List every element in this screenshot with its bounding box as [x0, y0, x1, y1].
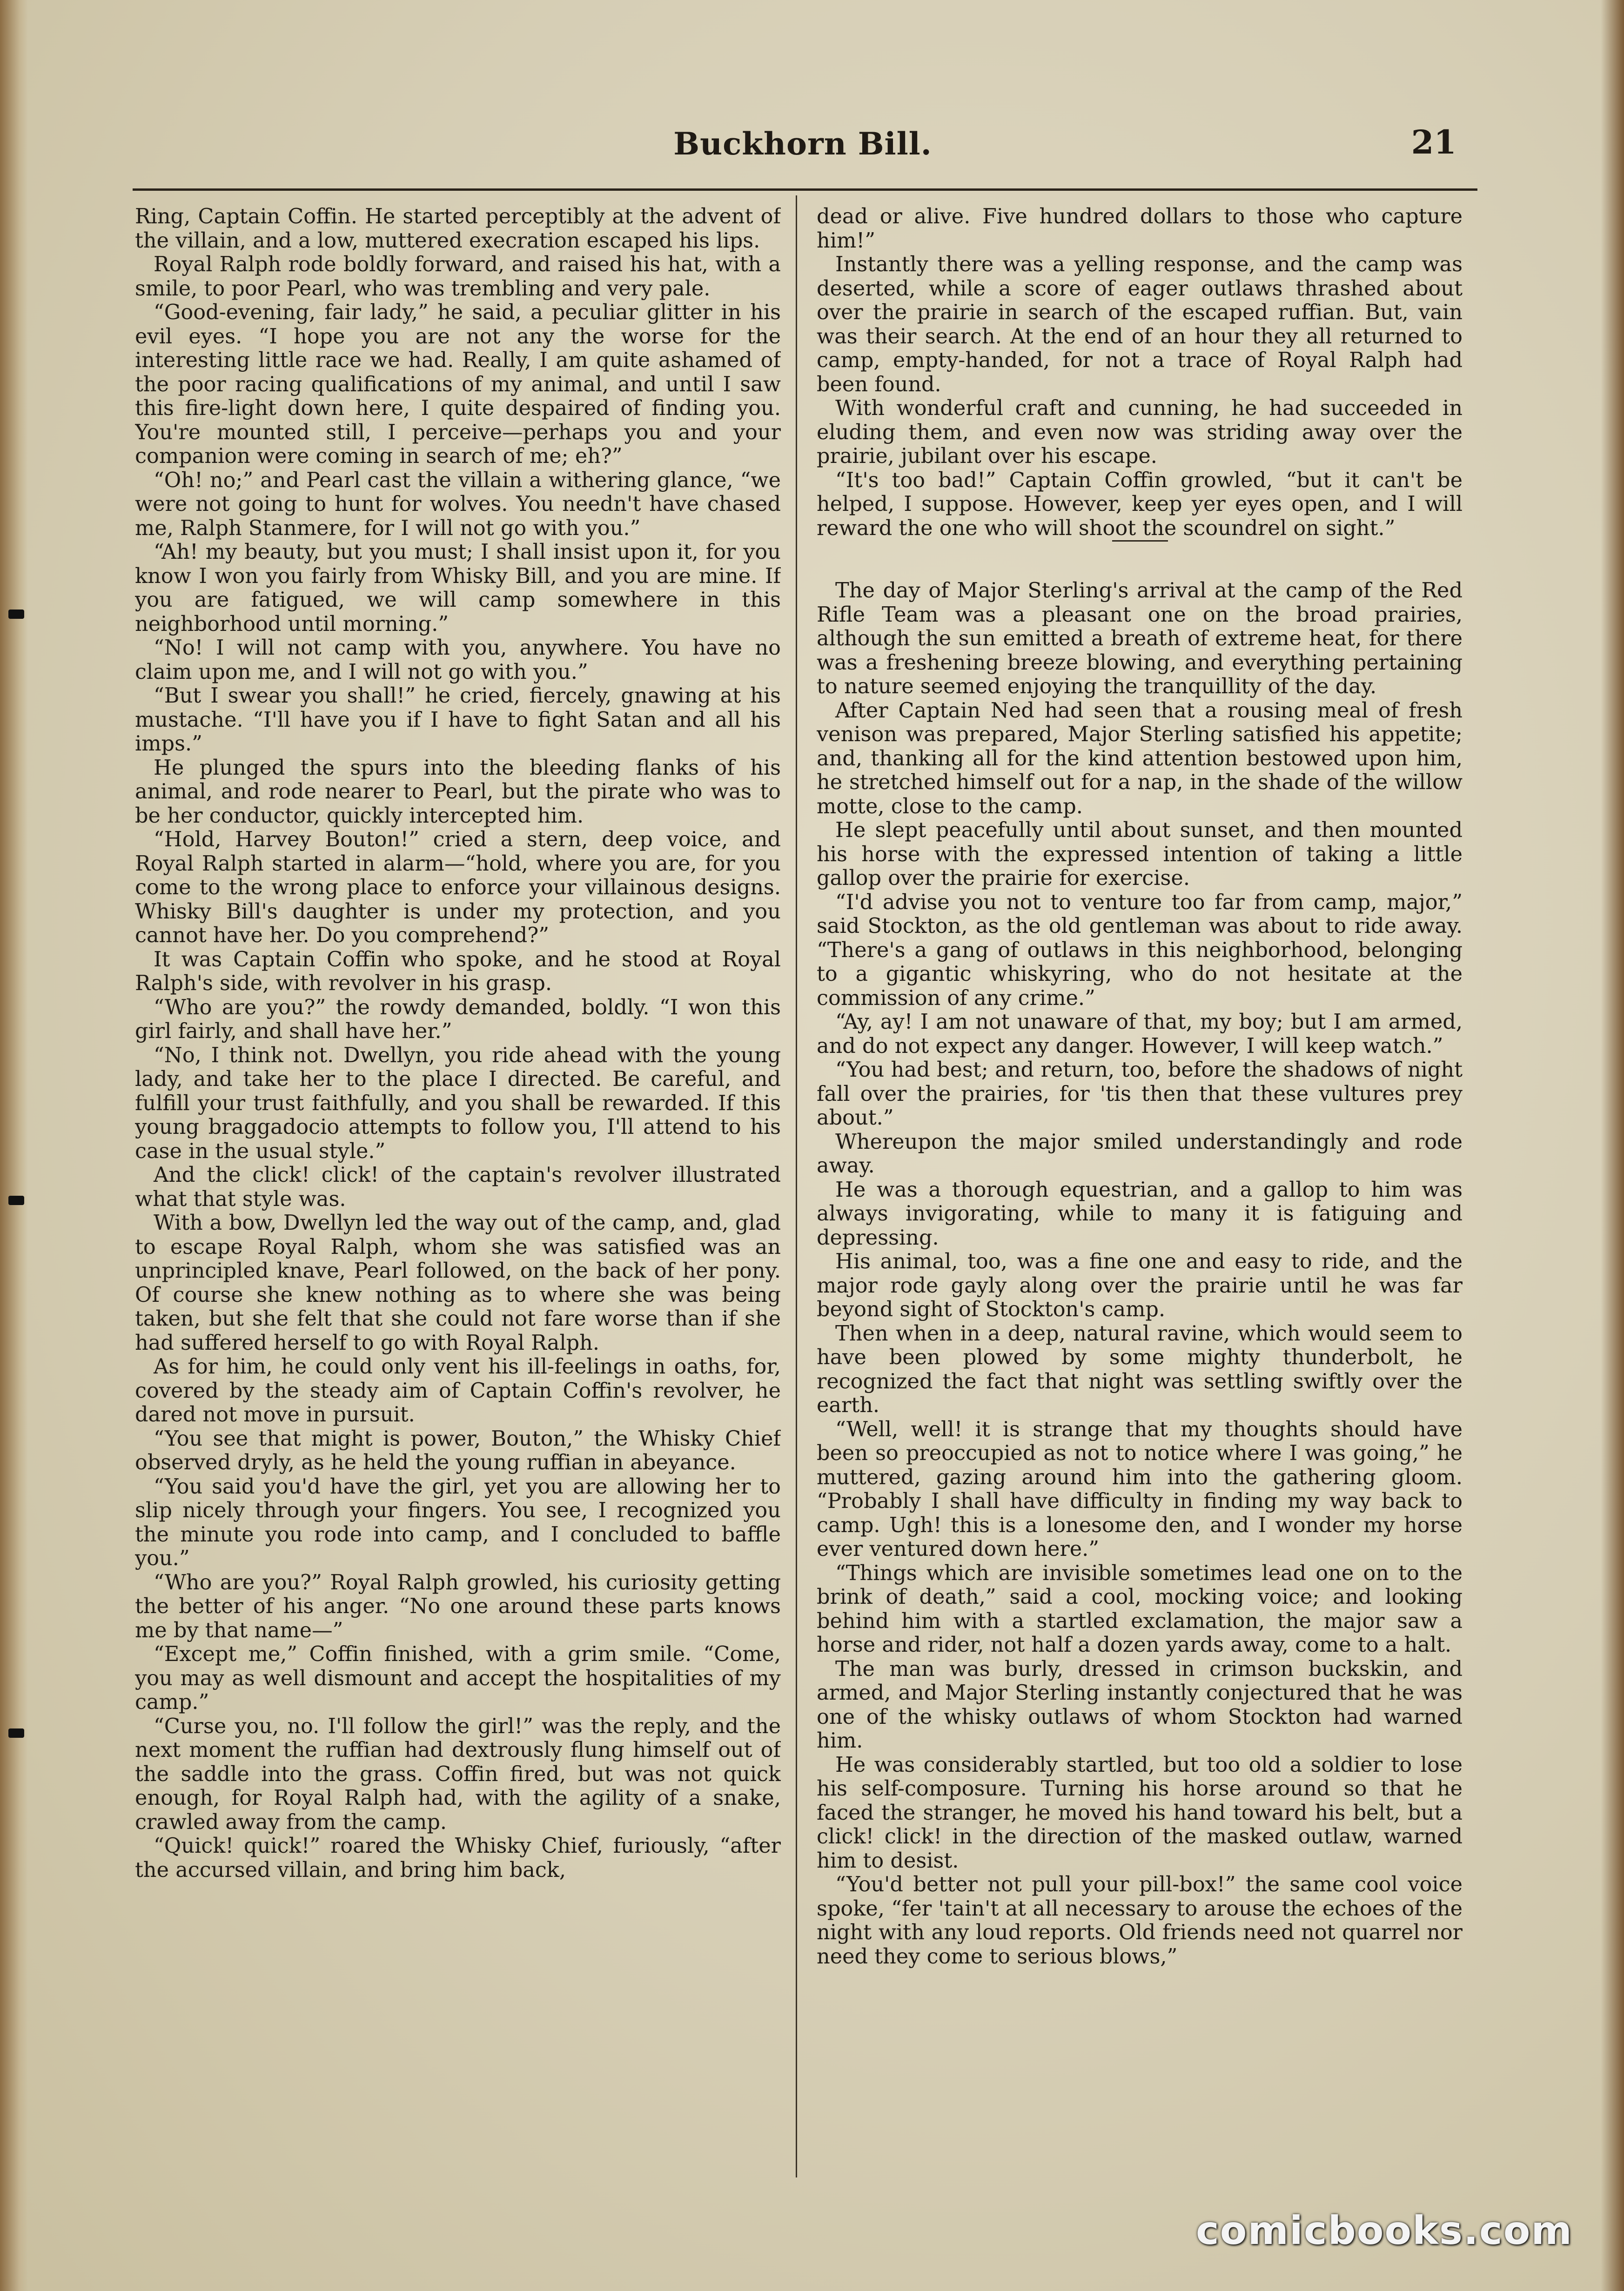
paragraph: Whereupon the major smiled understandingly and rode away. [817, 1129, 1463, 1178]
paragraph: dead or alive. Five hundred dollars to those who capture him!” [817, 205, 1463, 253]
paragraph: Ring, Captain Coffin. He started perceptibly at the advent of the villain, and a low, muttered execration escaped his lips. [135, 205, 781, 253]
left-text-column [135, 205, 781, 2173]
paragraph: “Hold, Harvey Bouton!” cried a stern, deep voice, and Royal Ralph started in alarm—“hold, where you are, for you come to the wrong place to enforce your villainous designs. Whisky Bill's daughter is under my protection, and you cannot have her. Do you comprehend?” [135, 827, 781, 947]
paragraph: His animal, too, was a fine one and easy to ride, and the major rode gayly along over the prairie until he was far beyond sight of Stockton's camp. [817, 1249, 1463, 1321]
paragraph: The day of Major Sterling's arrival at the camp of the Red Rifle Team was a pleasant one on the broad prairies, although the sun emitted a breath of extreme heat, for there was a freshening breeze blowing, and everything pertaining to nature seemed enjoying the tranquillity of the day. [817, 578, 1463, 698]
paragraph: “No! I will not camp with you, anywhere. You have no claim upon me, and I will not go with you.” [135, 636, 781, 684]
paragraph: “Oh! no;” and Pearl cast the villain a withering glance, “we were not going to hunt for wolves. You needn't have chased me, Ralph Stanmere, for I will not go with you.” [135, 468, 781, 540]
page-header [130, 116, 1475, 172]
page-binding-edge [0, 0, 28, 2291]
paragraph: “You said you'd have the girl, yet you are allowing her to slip nicely through your fingers. You see, I recognized you the minute you rode into camp, and I concluded to baffle you.” [135, 1474, 781, 1570]
column-divider [796, 195, 797, 2177]
paragraph: “Good-evening, fair lady,” he said, a peculiar glitter in his evil eyes. “I hope you are not any the worse for the interesting little race we had. Really, I am quite ashamed of the poor racing qualifications of my animal, and until I saw this fire-light down here, I quite despaired of finding you. You're mounted still, I perceive—perhaps you and your companion were coming in search of me; eh?” [135, 300, 781, 468]
page-number: 21 [1411, 123, 1456, 161]
paragraph: “You see that might is power, Bouton,” the Whisky Chief observed dryly, as he held the young ruffian in abeyance. [135, 1426, 781, 1474]
paragraph: “I'd advise you not to venture too far from camp, major,” said Stockton, as the old gentleman was about to ride away. “There's a gang of outlaws in this neighborhood, belonging to a gigantic whiskyring, who do not hesitate at the commission of any crime.” [817, 890, 1463, 1010]
paragraph: “Quick! quick!” roared the Whisky Chief, furiously, “after the accursed villain, and bring him back, [135, 1834, 781, 1882]
paragraph: With wonderful craft and cunning, he had succeeded in eluding them, and even now was striding away over the prairie, jubilant over his escape. [817, 396, 1463, 468]
paragraph: “You had best; and return, too, before the shadows of night fall over the prairies, for 'tis then that these vultures prey about.” [817, 1058, 1463, 1130]
paragraph: “It's too bad!” Captain Coffin growled, “but it can't be helped, I suppose. However, keep yer eyes open, and I will reward the one who will shoot the scoundrel on sight.” [817, 468, 1463, 540]
right-column-section-1 [817, 205, 1463, 540]
paragraph: Then when in a deep, natural ravine, which would seem to have been plowed by some mighty thunderbolt, he recognized the fact that night was settling swiftly over the earth. [817, 1321, 1463, 1417]
paragraph: “Curse you, no. I'll follow the girl!” was the reply, and the next moment the ruffian had dextrously flung himself out of the saddle into the grass. Coffin fired, but was not quick enough, for Royal Ralph had, with the agility of a snake, crawled away from the camp. [135, 1714, 781, 1834]
running-title: Buckhorn Bill. [673, 126, 932, 162]
binding-stitch-2 [8, 1196, 24, 1205]
paragraph: He was considerably startled, but too old a soldier to lose his self-composure. Turning his horse around so that he faced the stranger, he moved his hand toward his belt, but a click! click! in the direction of the masked outlaw, warned him to desist. [817, 1752, 1463, 1873]
paragraph: As for him, he could only vent his ill-feelings in oaths, for, covered by the steady aim of Captain Coffin's revolver, he dared not move in pursuit. [135, 1354, 781, 1427]
paragraph: And the click! click! of the captain's revolver illustrated what that style was. [135, 1163, 781, 1211]
binding-stitch-3 [8, 1728, 24, 1738]
paragraph: It was Captain Coffin who spoke, and he stood at Royal Ralph's side, with revolver in his grasp. [135, 947, 781, 995]
paragraph: The man was burly, dressed in crimson buckskin, and armed, and Major Sterling instantly conjectured that he was one of the whisky outlaws of whom Stockton had warned him. [817, 1656, 1463, 1753]
site-watermark: comicbooks.com [1196, 2208, 1573, 2253]
paragraph: Instantly there was a yelling response, and the camp was deserted, while a score of eager outlaws thrashed about over the prairie in search of the escaped ruffian. But, vain was their search. At the end of an hour they all returned to camp, empty-handed, for not a trace of Royal Ralph had been found. [817, 252, 1463, 396]
paragraph: “Ay, ay! I am not unaware of that, my boy; but I am armed, and do not expect any danger. However, I will keep watch.” [817, 1010, 1463, 1058]
right-column-section-2 [817, 579, 1463, 1969]
paragraph: Royal Ralph rode boldly forward, and raised his hat, with a smile, to poor Pearl, who was trembling and very pale. [135, 252, 781, 301]
paragraph: “Who are you?” the rowdy demanded, boldly. “I won this girl fairly, and shall have her.” [135, 995, 781, 1043]
paragraph: “No, I think not. Dwellyn, you ride ahead with the young lady, and take her to the place I directed. Be careful, and fulfill your trust faithfully, and you shall be rewarded. If this young braggadocio attempts to follow you, I'll attend to his case in the usual style.” [135, 1043, 781, 1163]
paragraph: “But I swear you shall!” he cried, fiercely, gnawing at his mustache. “I'll have you if I have to fight Satan and all his imps.” [135, 683, 781, 756]
page-right-edge [1601, 0, 1624, 2291]
paragraph: With a bow, Dwellyn led the way out of the camp, and, glad to escape Royal Ralph, whom she was satisfied was an unprincipled knave, Pearl followed, on the back of her pony. Of course she knew nothing as to where she was being taken, but she felt that she could not fare worse than if she had suffered herself to go with Royal Ralph. [135, 1211, 781, 1355]
scene-break-rule [1112, 540, 1168, 542]
paragraph: He plunged the spurs into the bleeding flanks of his animal, and rode nearer to Pearl, but the pirate who was to be her conductor, quickly intercepted him. [135, 755, 781, 828]
paragraph: “Except me,” Coffin finished, with a grim smile. “Come, you may as well dismount and accept the hospitalities of my camp.” [135, 1642, 781, 1714]
paragraph: He was a thorough equestrian, and a gallop to him was always invigorating, while to many it is fatiguing and depressing. [817, 1177, 1463, 1250]
paragraph: “Well, well! it is strange that my thoughts should have been so preoccupied as not to notice where I was going,” he muttered, gazing around him into the gathering gloom. “Probably I shall have difficulty in finding my way back to camp. Ugh! this is a lonesome den, and I wonder my horse ever ventured down here.” [817, 1417, 1463, 1561]
header-rule [133, 188, 1477, 191]
right-text-column [817, 205, 1463, 2173]
paragraph: “You'd better not pull your pill-box!” the same cool voice spoke, “fer 'tain't at all necessary to arouse the echoes of the night with any loud reports. Old friends need not quarrel nor need they come to serious blows,” [817, 1872, 1463, 1969]
paragraph: “Ah! my beauty, but you must; I shall insist upon it, for you know I won you fairly from Whisky Bill, and you are mine. If you are fatigued, we will camp somewhere in this neighborhood until morning.” [135, 540, 781, 636]
paragraph: “Things which are invisible sometimes lead one on to the brink of death,” said a cool, mocking voice; and looking behind him with a startled exclamation, the major saw a horse and rider, not half a dozen yards away, come to a halt. [817, 1561, 1463, 1657]
paragraph: He slept peacefully until about sunset, and then mounted his horse with the expressed intention of taking a little gallop over the prairie for exercise. [817, 818, 1463, 890]
paragraph: “Who are you?” Royal Ralph growled, his curiosity getting the better of his anger. “No one around these parts knows me by that name—” [135, 1570, 781, 1642]
binding-stitch-1 [8, 610, 24, 619]
paragraph: After Captain Ned had seen that a rousing meal of fresh venison was prepared, Major Sterling satisfied his appetite; and, thanking all for the kind attention bestowed upon him, he stretched himself out for a nap, in the shade of the willow motte, close to the camp. [817, 698, 1463, 818]
